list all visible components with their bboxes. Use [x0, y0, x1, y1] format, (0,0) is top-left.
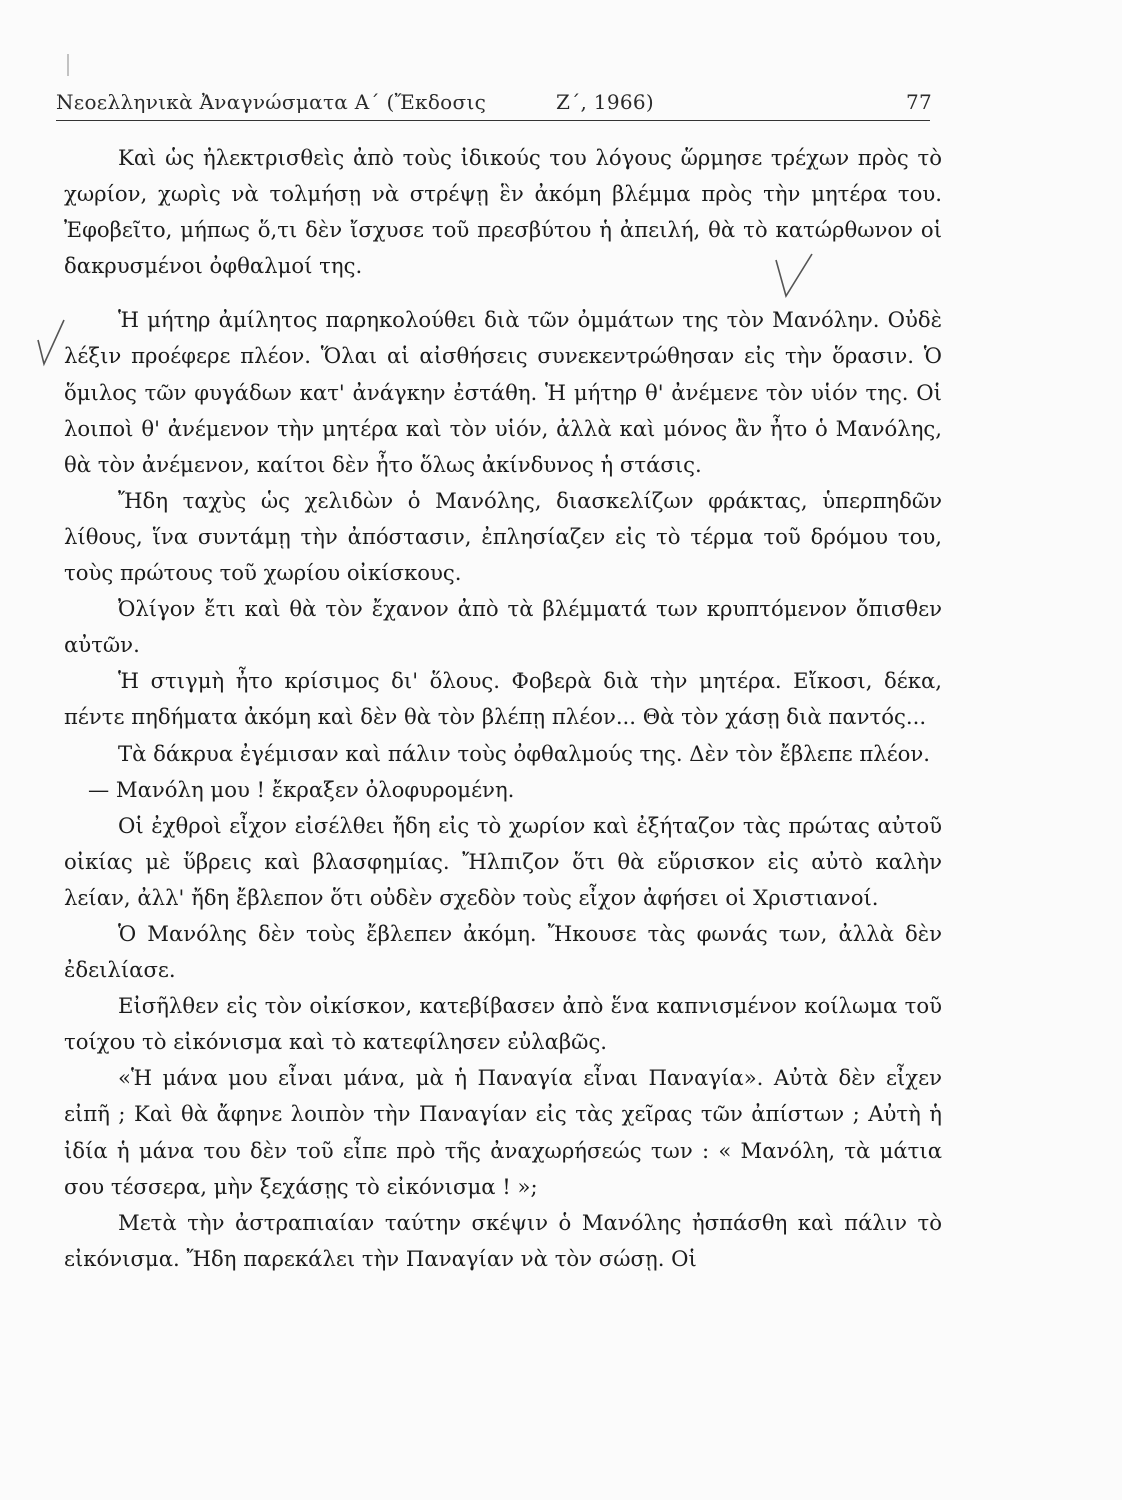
pencil-check-icon	[34, 318, 68, 368]
paragraph: Ἤδη ταχὺς ὡς χελιδὼν ὁ Μανόλης, διασκελίζων φράκτας, ὑπερπηδῶν λίθους, ἵνα συντάμῃ τὴν ἀπόστασιν, ἐπλησίαζεν εἰς τὸ τέρμα τοῦ δρόμου του, τοὺς πρώτους τοῦ χωρίου οἰκίσκους.	[64, 487, 942, 586]
paragraph: Μετὰ τὴν ἀστραπιαίαν ταύτην σκέψιν ὁ Μανόλης ἠσπάσθη καὶ πάλιν τὸ εἰκόνισμα. Ἤδη παρεκάλει τὴν Παναγίαν νὰ τὸν σώσῃ. Οἱ	[64, 1209, 942, 1271]
header-title: Νεοελληνικὰ Ἀναγνώσματα Α΄ (Ἔκδοσις	[56, 90, 487, 114]
paragraph: Οἱ ἐχθροὶ εἶχον εἰσέλθει ἤδη εἰς τὸ χωρίον καὶ ἐξήταζον τὰς πρώτας αὐτοῦ οἰκίας μὲ ὕβρεις καὶ βλασφημίας. Ἤλπιζον ὅτι θὰ εὕρισκον εἰς αὐτὸ καλὴν λείαν, ἀλλ' ἤδη ἔβλεπον ὅτι οὐδὲν σχεδὸν τοὺς εἶχον ἀφήσει οἱ Χριστιανοί.	[64, 812, 942, 910]
running-header	[56, 88, 932, 120]
pencil-stroke-icon	[60, 50, 76, 80]
paragraph: Καὶ ὡς ἠλεκτρισθεὶς ἀπὸ τοὺς ἰδικούς του λόγους ὥρμησε τρέχων πρὸς τὸ χωρίον, χωρὶς νὰ τολμήσῃ νὰ στρέψῃ ἓν ἀκόμη βλέμμα πρὸς τὴν μητέρα του. Ἐφοβεῖτο, μήπως ὅ,τι δὲν ἴσχυσε τοῦ πρεσβύτου ἡ ἀπειλή, θὰ τὸ κατώρθωνον οἱ δακρυσμένοι ὀφθαλμοί της.	[64, 145, 942, 279]
paragraph: Ἡ μήτηρ ἀμίλητος παρηκολούθει διὰ τῶν ὀμμάτων της τὸν Μανόλην. Οὐδὲ λέξιν προέφερε πλέον. Ὅλαι αἱ αἰσθήσεις συνεκεντρώθησαν εἰς τὴν ὅρασιν. Ὁ ὅμιλος τῶν φυγάδων κατ' ἀνάγκην ἐστάθη. Ἡ μήτηρ θ' ἀνέμενε τὸν υἱόν της. Οἱ λοιποὶ θ' ἀνέμενον τὴν μητέρα καὶ τὸν υἱόν, ἀλλὰ καὶ μόνος ἂν ἦτο ὁ Μανόλης, θὰ τὸν ἀνέμενον, καίτοι δὲν ἦτο ὅλως ἀκίνδυνος ἡ στάσις.	[64, 307, 942, 477]
paragraph: Ὀλίγον ἔτι καὶ θὰ τὸν ἔχανον ἀπὸ τὰ βλέμματά των κρυπτόμενον ὄπισθεν αὐτῶν.	[64, 596, 942, 658]
header-rule	[56, 120, 930, 121]
page-number: 77	[905, 90, 932, 114]
paragraph: Ὁ Μανόλης δὲν τοὺς ἔβλεπεν ἀκόμη. Ἤκουσε τὰς φωνάς των, ἀλλὰ δὲν ἐδειλίασε.	[64, 920, 942, 983]
dialogue-line: — Μανόλη μου ! ἔκραξεν ὀλοφυρομένη.	[88, 776, 515, 802]
paragraph: Εἰσῆλθεν εἰς τὸν οἰκίσκον, κατεβίβασεν ἀπὸ ἕνα καπνισμένον κοίλωμα τοῦ τοίχου τὸ εἰκόνισμα καὶ τὸ κατεφίλησεν εὐλαβῶς.	[64, 993, 942, 1055]
paragraph: «Ἡ μάνα μου εἶναι μάνα, μὰ ἡ Παναγία εἶναι Παναγία». Αὐτὰ δὲν εἶχεν εἰπῆ ; Καὶ θὰ ἄφηνε λοιπὸν τὴν Παναγίαν εἰς τὰς χεῖρας τῶν ἀπίστων ; Αὐτὴ ἡ ἰδία ἡ μάνα του δὲν τοῦ εἶπε πρὸ τῆς ἀναχωρήσεώς των : « Μανόλη, τὰ μάτια σου τέσσερα, μὴν ξεχάσῃς τὸ εἰκόνισμα ! »;	[64, 1065, 942, 1199]
paragraph: Τὰ δάκρυα ἐγέμισαν καὶ πάλιν τοὺς ὀφθαλμούς της. Δὲν τὸν ἔβλεπε πλέον.	[118, 740, 931, 766]
paragraph: Ἡ στιγμὴ ἦτο κρίσιμος δι' ὅλους. Φοβερὰ διὰ τὴν μητέρα. Εἴκοσι, δέκα, πέντε πηδήματα ἀκόμη καὶ δὲν θὰ τὸν βλέπῃ πλέον... Θὰ τὸν χάσῃ διὰ παντός...	[64, 668, 942, 730]
page-body	[64, 140, 942, 1277]
header-edition: Ζ΄, 1966)	[556, 90, 655, 114]
